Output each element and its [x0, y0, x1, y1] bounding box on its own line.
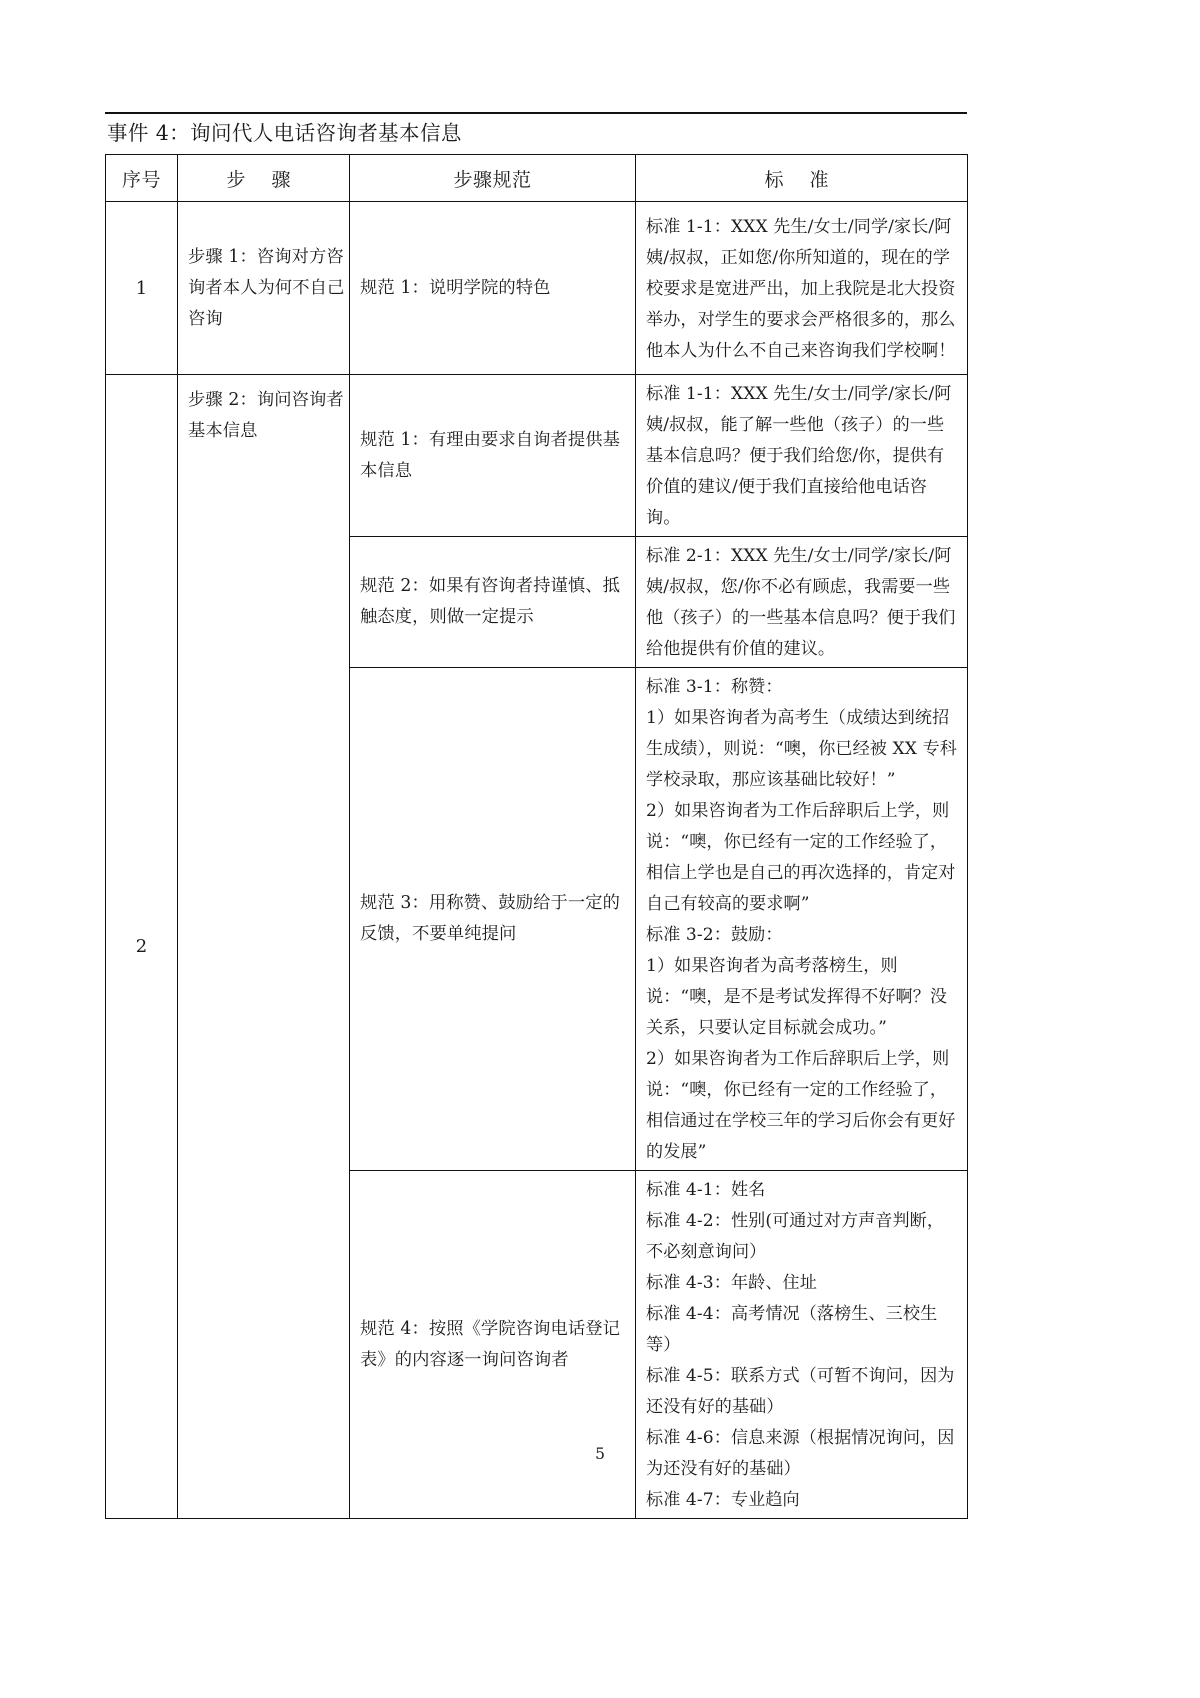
- standard-line: 标准 3-1：称赞：: [646, 677, 783, 697]
- standard-line: 标准 4-6：信息来源（根据情况询问，因为还没有好的基础）: [646, 1428, 955, 1479]
- row-number-cell: 2: [106, 375, 178, 1519]
- table-row: [106, 202, 968, 375]
- norm-text: 规范 1：说明学院的特色: [360, 277, 551, 298]
- standard-list: [636, 668, 967, 1170]
- step-text: 步骤 2：询问咨询者基本信息: [188, 390, 344, 441]
- standard-line: 标准 4-5：联系方式（可暂不询问，因为还没有好的基础）: [646, 1366, 955, 1417]
- table-row: [106, 375, 968, 537]
- norm-text: 规范 1：有理由要求自询者提供基本信息: [360, 429, 621, 481]
- norm-cell: [350, 202, 636, 375]
- standard-line: 1）如果咨询者为高考落榜生，则说：“噢，是不是考试发挥得不好啊？没关系，只要认定目标就会成功。”: [646, 956, 948, 1038]
- standard-line: 标准 4-3：年龄、住址: [646, 1273, 817, 1293]
- header-row: [106, 155, 968, 202]
- norm-text: 规范 2：如果有咨询者持谨慎、抵触态度，则做一定提示: [360, 576, 621, 627]
- norm-text: 规范 3：用称赞、鼓励给于一定的反馈，不要单纯提问: [360, 893, 621, 944]
- norm-cell: [350, 668, 636, 1171]
- standard-line: 标准 4-2：性别(可通过对方声音判断，不必刻意询问）: [646, 1211, 945, 1262]
- procedure-table: [105, 154, 968, 1519]
- standard-line: 2）如果咨询者为工作后辞职后上学，则说：“噢，你已经有一定的工作经验了，相信通过在学校三年的学习后你会有更好的发展”: [646, 1049, 956, 1162]
- standard-line: 标准 3-2：鼓励：: [646, 925, 783, 945]
- standard-line: 2）如果咨询者为工作后辞职后上学，则说：“噢，你已经有一定的工作经验了，相信上学也是自己的再次选择的，肯定对自己有较高的要求啊”: [646, 801, 956, 914]
- table-body: [106, 202, 968, 1519]
- column-header-standard: 标 准: [636, 155, 968, 202]
- norm-text: 规范 4：按照《学院咨询电话登记表》的内容逐一询问咨询者: [360, 1318, 621, 1370]
- table-header: [106, 155, 968, 202]
- standard-line: 标准 4-1：姓名: [646, 1180, 766, 1200]
- column-header-norm: 步骤规范: [350, 155, 636, 202]
- standard-text: 标准 1-1：XXX 先生/女士/同学/家长/阿姨/叔叔，正如您/你所知道的，现在的学校要求是宽进严出，加上我院是北大投资举办，对学生的要求会严格很多的，那么他本人为什么不自己来咨询我们学校啊！: [646, 216, 956, 361]
- norm-cell: [350, 537, 636, 668]
- step-cell: [178, 375, 350, 1519]
- standard-line: 标准 4-4：高考情况（落榜生、三校生等）: [646, 1304, 938, 1355]
- step-cell: [178, 202, 350, 375]
- standard-cell: [636, 537, 968, 668]
- standard-cell: [636, 668, 968, 1171]
- standard-line: 标准 4-7：专业趋向: [646, 1490, 800, 1510]
- standard-text: 标准 2-1：XXX 先生/女士/同学/家长/阿姨/叔叔，您/你不必有顾虑，我需要一些他（孩子）的一些基本信息吗？便于我们给他提供有价值的建议。: [646, 546, 956, 659]
- standard-cell: [636, 375, 968, 537]
- step-text: 步骤 1：咨询对方咨询者本人为何不自己咨询: [188, 246, 345, 329]
- standard-cell: [636, 202, 968, 375]
- row-number-cell: 1: [106, 202, 178, 375]
- page-number: 5: [595, 1445, 605, 1463]
- standard-cell: [636, 1171, 968, 1519]
- column-header-no: 序号: [106, 155, 178, 202]
- norm-cell: [350, 375, 636, 537]
- column-header-step: 步 骤: [178, 155, 350, 202]
- page-content: [105, 112, 967, 1519]
- norm-cell: [350, 1171, 636, 1519]
- standard-line: 1）如果咨询者为高考生（成绩达到统招生成绩），则说：“噢，你已经被 XX 专科学校录取，那应该基础比较好！”: [646, 708, 957, 790]
- standard-list: [636, 1171, 967, 1518]
- standard-text: 标准 1-1：XXX 先生/女士/同学/家长/阿姨/叔叔，能了解一些他（孩子）的一些基本信息吗？便于我们给您/你，提供有价值的建议/便于我们直接给他电话咨询。: [646, 384, 952, 528]
- page-title: 事件 4：询问代人电话咨询者基本信息: [105, 112, 967, 154]
